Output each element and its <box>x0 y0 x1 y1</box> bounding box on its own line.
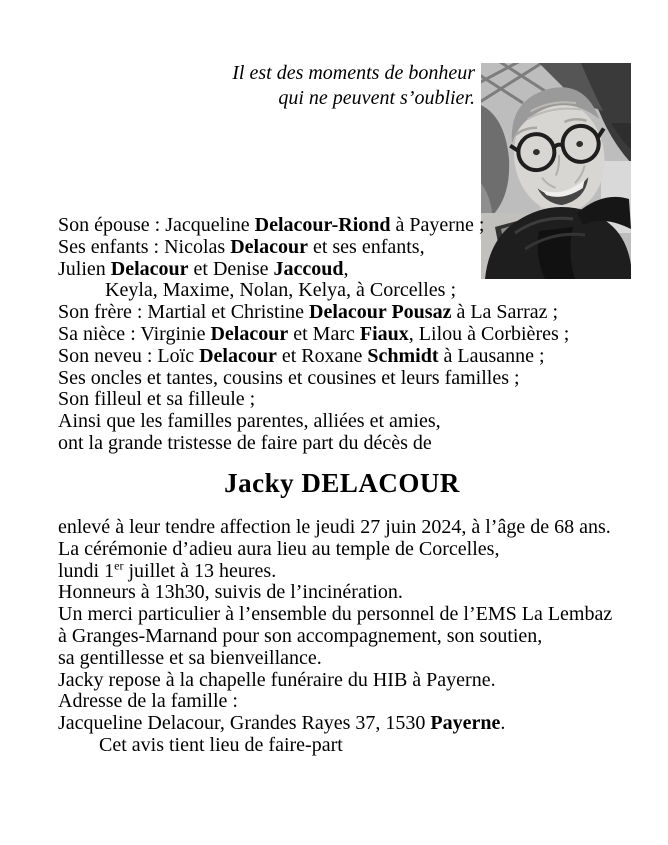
family-list <box>58 215 658 455</box>
text-line: Adresse de la famille : <box>58 690 238 713</box>
quote-line: Il est des moments de bonheur <box>232 62 475 84</box>
text-line: Un merci particulier à l’ensemble du personnel de l’EMS La Lembaz <box>58 603 613 626</box>
text-line: lundi 1er juillet à 13 heures. <box>58 557 277 582</box>
deceased-name: Jacky DELACOUR <box>224 468 460 498</box>
ceremony-details <box>58 517 663 757</box>
text-line: enlevé à leur tendre affection le jeudi 27 juin 2024, à l’âge de 68 ans. <box>58 516 611 538</box>
text-line: Son frère : Martial et Christine Delacour Pousaz à La Sarraz ; <box>58 301 559 324</box>
text-line: Ses enfants : Nicolas Delacour et ses enfants, <box>58 235 425 258</box>
text-line: à Granges-Marnand pour son accompagnement, son soutien, <box>58 624 543 647</box>
text-line: La cérémonie d’adieu aura lieu au temple de Corcelles, <box>58 537 500 560</box>
memorial-quote <box>232 61 475 111</box>
text-line: Jacqueline Delacour, Grandes Rayes 37, 1530 Payerne. <box>58 712 506 735</box>
quote-line: qui ne peuvent s’oublier. <box>278 87 475 109</box>
text-line: Son neveu : Loïc Delacour et Roxane Schmidt à Lausanne ; <box>58 344 545 367</box>
text-line: Jacky repose à la chapelle funéraire du HIB à Payerne. <box>58 668 496 691</box>
text-line: Cet avis tient lieu de faire-part <box>99 733 343 756</box>
text-line: Ainsi que les familles parentes, alliées et amies, <box>58 410 441 433</box>
text-line: Ses oncles et tantes, cousins et cousines et leurs familles ; <box>58 366 520 389</box>
text-line: Honneurs à 13h30, suivis de l’incinération. <box>58 581 403 604</box>
text-line: Son filleul et sa filleule ; <box>58 388 256 411</box>
text-line: Keyla, Maxime, Nolan, Kelya, à Corcelles ; <box>105 279 456 302</box>
text-line: ont la grande tristesse de faire part du décès de <box>58 431 432 454</box>
text-line: Sa nièce : Virginie Delacour et Marc Fiaux, Lilou à Corbières ; <box>58 322 570 345</box>
text-line: Julien Delacour et Denise Jaccoud, <box>58 257 349 280</box>
text-line: sa gentillesse et sa bienveillance. <box>58 646 322 669</box>
text-line: Son épouse : Jacqueline Delacour-Riond à Payerne ; <box>58 214 485 236</box>
